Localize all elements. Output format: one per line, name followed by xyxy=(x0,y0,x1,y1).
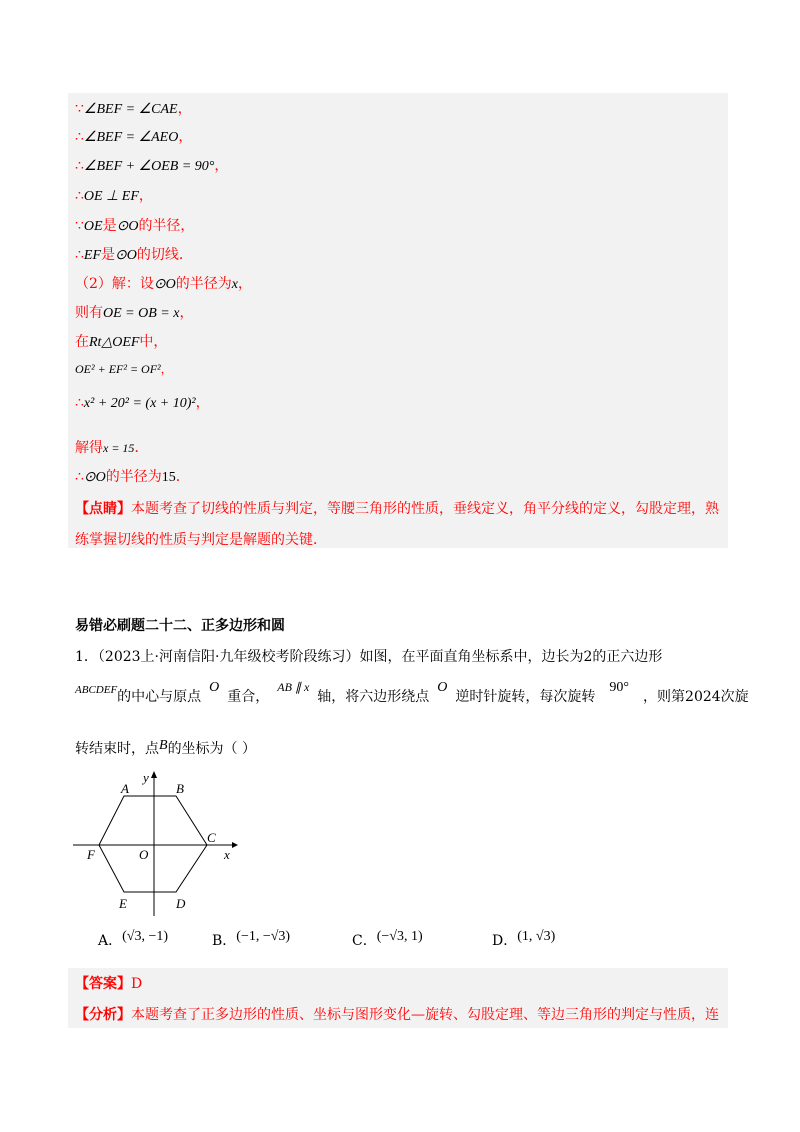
solution-line-13: ∴⊙O的半径为15． xyxy=(75,469,190,485)
x-axis-arrow xyxy=(232,842,238,848)
label-C: C xyxy=(207,830,216,845)
answer-line: 【答案】D xyxy=(75,976,143,992)
solution-line-7: （2）解：设⊙O的半径为x， xyxy=(75,276,252,292)
y-axis-arrow xyxy=(151,771,157,778)
question-line-1: 1．（2023上·河南信阳·九年级校考阶段练习）如图，在平面直角坐标系中，边长为2的正六边形 xyxy=(75,649,663,665)
label-E: E xyxy=(119,896,127,911)
label-y: y xyxy=(143,770,149,785)
section-title: 易错必刷题二十二、正多边形和圆 xyxy=(75,618,285,634)
label-D: D xyxy=(176,896,186,911)
label-B: B xyxy=(176,781,184,796)
solution-line-9: 在Rt△OEF中， xyxy=(75,334,168,350)
hexagon xyxy=(99,796,207,892)
comment-line-1: 【点睛】本题考查了切线的性质与判定，等腰三角形的性质，垂线定义，角平分线的定义，勾股定理，熟 xyxy=(75,501,719,517)
solution-line-12: 解得x = 15． xyxy=(75,440,149,456)
solution-line-1: ∵∠BEF = ∠CAE， xyxy=(75,101,192,117)
solution-line-6: ∴EF是⊙O的切线． xyxy=(75,247,193,263)
label-F: F xyxy=(87,847,95,862)
solution-line-11: ∴x² + 20² = (x + 10)²， xyxy=(75,395,210,411)
analysis-line: 【分析】本题考查了正多边形的性质、坐标与图形变化—旋转、勾股定理、等边三角形的判定与性质，连 xyxy=(75,1007,719,1023)
solution-line-4: ∴OE ⊥ EF， xyxy=(75,188,153,204)
question-line-2: $^{ABCDEF}$的中心与原点O重合，AB ∥ x轴，将六边形绕点O逆时针旋转，每次旋转90°，则第2024次旋 xyxy=(75,680,749,705)
hexagon-figure xyxy=(70,770,250,920)
label-x: x xyxy=(224,847,230,862)
solution-line-5: ∵OE是⊙O的半径， xyxy=(75,218,195,234)
option-b[interactable]: B．(−1, −√3) xyxy=(212,929,291,949)
question-line-3: 转结束时，点B的坐标为（ ） xyxy=(75,738,257,757)
solution-line-8: 则有OE = OB = x， xyxy=(75,305,194,321)
comment-line-2: 练掌握切线的性质与判定是解题的关键． xyxy=(75,532,327,548)
option-d[interactable]: D．(1, √3) xyxy=(492,929,556,949)
option-c[interactable]: C．(−√3, 1) xyxy=(352,929,423,949)
solution-line-3: ∴∠BEF + ∠OEB = 90°， xyxy=(75,158,229,174)
solution-line-10: OE² + EF² = OF²， xyxy=(75,362,173,376)
option-a[interactable]: A．(√3, −1) xyxy=(98,929,169,949)
solution-line-2: ∴∠BEF = ∠AEO， xyxy=(75,129,193,145)
label-A: A xyxy=(121,781,129,796)
label-O: O xyxy=(139,847,149,862)
